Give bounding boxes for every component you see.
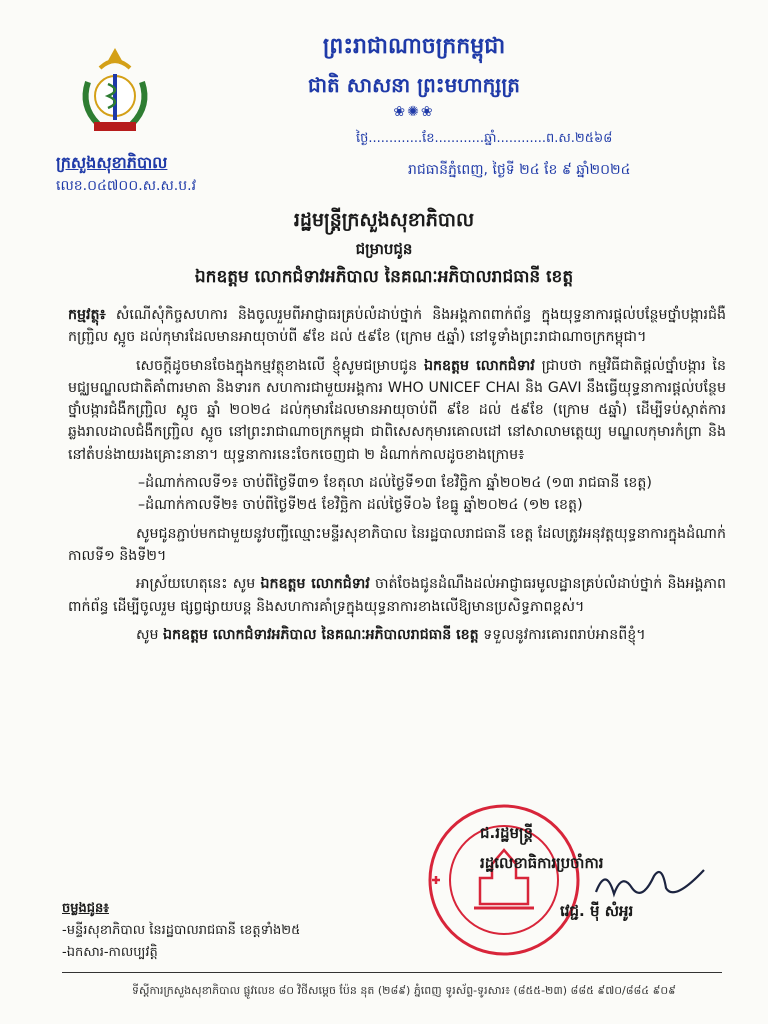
addressing-line: ជម្រាបជូន	[355, 240, 413, 258]
paragraph-4	[68, 624, 726, 646]
letter-body	[68, 304, 726, 652]
stamp-cross-left	[432, 876, 440, 884]
logo-staff	[113, 74, 117, 120]
phase-1: –ដំណាក់កាលទី១៖ ចាប់ពីថ្ងៃទី៣១ ខែតុលា ដល់ថ្ងៃទី១៣ ខែវិច្ឆិកា ឆ្នាំ២០២៤ (១៣ រាជធានី ខេត្ត)	[138, 475, 652, 492]
ministry-name: ក្រសួងសុខាភិបាល	[56, 153, 168, 172]
logo-arc	[100, 61, 130, 68]
footer-address: ទីស្តីការក្រសួងសុខាភិបាល ផ្លូវលេខ ៨០ វិថីសម្ដេច ប៉ែន នុត (២៨៩) ភ្នំពេញ ទូរស័ព្ទ-ទូរសារ៖ (៨៥៥-២៣) ៨៨៥ ៩៧០/៨៨៤ ៩០៩	[132, 984, 676, 997]
copy-recipients	[62, 898, 300, 964]
paragraph-3	[68, 573, 726, 618]
footer-divider	[62, 972, 722, 973]
signatory-title-1: ជ.រដ្ឋមន្ត្រី	[480, 824, 534, 842]
para3-rest: ចាត់ចែងជូនដំណឹងដល់អាជ្ញាធរមូលដ្ឋានគ្រប់លំដាប់ថ្នាក់ និងអង្គភាពពាក់ព័ន្ធ ដើម្បីចូលរួម ផ្សព្វផ្សាយបន្ត និងសហការគាំទ្រក្នុងយុទ្ធនាការខាងលើឱ្យមានប្រសិទ្ធភាពខ្ពស់។	[68, 576, 726, 615]
recipients-heading: ចម្លងជូន៖	[62, 901, 109, 916]
para4-start: សូម	[136, 626, 159, 643]
handwritten-signature	[592, 858, 712, 908]
paragraph-1	[68, 355, 726, 466]
para1-rest: ជ្រាបថា កម្មវិធីជាតិផ្តល់ថ្នាំបង្ការ នៃមជ្ឈមណ្ឌលជាតិគាំពារមាតា និងទារក សហការជាមួយអង្គការ WHO UNICEF CHAI និង GAVI នឹងធ្វើយុទ្ធនាការផ្តល់បន្ថែមថ្នាំបង្ការជំងឺកញ្ជ្រិល ស្អូច ឆ្នាំ ២០២៤ ដល់កុមារដែលមានអាយុចាប់ពី ៩ខែ ដល់ ៥៩ខែ (ក្រោម ៥ឆ្នាំ) ដើម្បីទប់ស្កាត់ការឆ្លងរាលដាលជំងឺកញ្ជ្រិល ស្អូច នៅព្រះរាជាណាចក្រកម្ពុជា ជាពិសេសកុមារគោលដៅ នៅសាលាមត្តេយ្យ មណ្ឌលកុមារកំព្រា និងនៅតំបន់ងាយរងគ្រោះនានា។ យុទ្ធនាការនេះចែកចេញជា ២ ដំណាក់កាលដូចខាងក្រោម៖	[68, 357, 726, 463]
national-motto: ជាតិ សាសនា ព្រះមហាក្សត្រ	[308, 73, 520, 97]
subject-label: កម្មវត្ថុ៖	[68, 307, 106, 323]
sender-title: រដ្ឋមន្ត្រីក្រសួងសុខាភិបាល	[293, 209, 475, 231]
reference-number: លេខ.០៤៧០០.ស.ស.ប.វ	[56, 178, 197, 194]
para1-start: សេចក្តីដូចមានចែងក្នុងកម្មវត្ថុខាងលើ ខ្ញុំសូមជម្រាបជូន	[136, 357, 418, 374]
recipient-item: -មន្ទីរសុខាភិបាល នៃរដ្ឋបាលរាជធានី ខេត្តទាំង២៥	[62, 923, 301, 938]
para4-addressee: ឯកឧត្តម លោកជំទាវអភិបាល នៃគណៈអភិបាលរាជធានី ខេត្ត	[163, 626, 479, 643]
signatory-name: វេជ្ជ. ម៉ី សំអូរ	[560, 902, 634, 920]
logo-ribbon	[94, 122, 136, 131]
recipient-item: -ឯកសារ-កាលប្បវត្តិ	[62, 945, 158, 960]
ministry-logo	[70, 44, 160, 139]
signature-stroke	[596, 870, 704, 894]
kingdom-heading: ព្រះរាជាណាចក្រកម្ពុជា	[322, 34, 506, 59]
phase-2: –ដំណាក់កាលទី២៖ ចាប់ពីថ្ងៃទី២៥ ខែវិច្ឆិកា ដល់ថ្ងៃទី០៦ ខែធ្នូ ឆ្នាំ២០២៤ (១២ ខេត្ត)	[138, 497, 583, 514]
solar-date: រាជធានីភ្នំពេញ, ថ្ងៃទី ២៤ ខែ ៩ ឆ្នាំ២០២៤	[408, 162, 631, 178]
lunar-date: ថ្ងៃ.............ខែ............ឆ្នាំ............ព.ស.២៥៦៨	[356, 131, 613, 146]
subject-paragraph	[68, 304, 726, 349]
para3-addressee: ឯកឧត្តម លោកជំទាវ	[260, 576, 370, 593]
para1-addressee: ឯកឧត្តម លោកជំទាវ	[423, 357, 535, 374]
paragraph-2: សូមជូនភ្ជាប់មកជាមួយនូវបញ្ជីឈ្មោះមន្ទីរសុខាភិបាល នៃរដ្ឋបាលរាជធានី ខេត្ត ដែលត្រូវអនុវត្តយុទ្ធនាការក្នុងដំណាក់កាលទី១ និងទី២។	[68, 525, 726, 564]
subject-text: សំណើសុំកិច្ចសហការ និងចូលរួមពីអាជ្ញាធរគ្រប់លំដាប់ថ្នាក់ និងអង្គភាពពាក់ព័ន្ធ ក្នុងយុទ្ធនាការផ្តល់បន្ថែមថ្នាំបង្ការជំងឺកញ្ជ្រិល ស្អូច ដល់កុមារដែលមានអាយុចាប់ពី ៩ខែ ដល់ ៥៩ខែ (ក្រោម ៥ឆ្នាំ) នៅទូទាំងព្រះរាជាណាចក្រកម្ពុជា។	[68, 307, 726, 346]
para4-rest: ទទួលនូវការគោរពរាប់អានពីខ្ញុំ។	[483, 626, 646, 643]
signatory-title-2: រដ្ឋលេខាធិការប្រចាំការ	[480, 854, 604, 872]
recipient-title: ឯកឧត្តម លោកជំទាវអភិបាល នៃគណៈអភិបាលរាជធានី ខេត្ត	[194, 267, 574, 287]
para3-start: អាស្រ័យហេតុនេះ សូម	[136, 576, 256, 593]
ornament-divider: ❀✺❀	[393, 104, 435, 120]
